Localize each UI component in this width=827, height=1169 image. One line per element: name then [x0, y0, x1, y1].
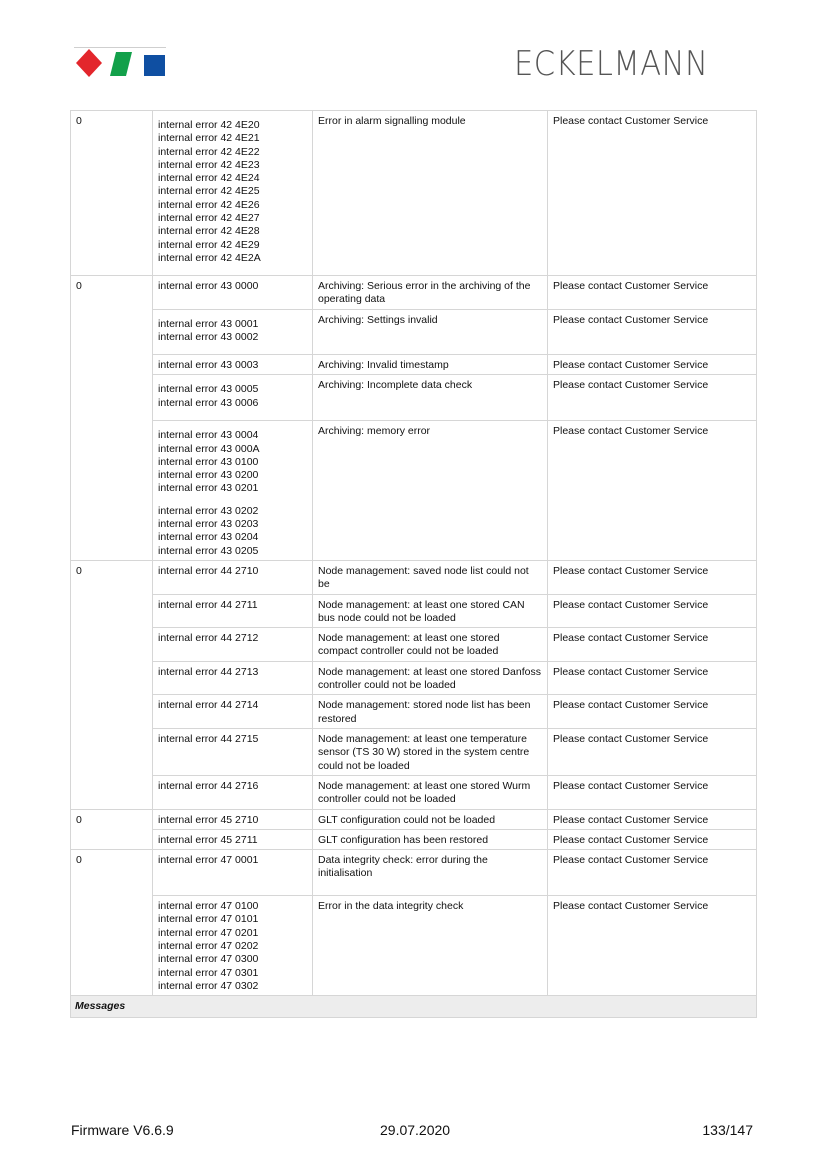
error-code: 0 [71, 809, 153, 850]
error-description: Archiving: Invalid timestamp [313, 355, 548, 375]
error-description: GLT configuration has been restored [313, 829, 548, 849]
error-id: internal error 44 2713 [153, 661, 313, 695]
error-id: internal error 42 4E21 [158, 132, 260, 145]
error-action: Please contact Customer Service [548, 560, 757, 594]
error-action: Please contact Customer Service [548, 111, 757, 276]
error-action: Please contact Customer Service [548, 829, 757, 849]
error-description: Archiving: Settings invalid [313, 310, 548, 355]
error-id: internal error 43 0200 [158, 469, 259, 482]
table-row [71, 594, 757, 628]
error-id: internal error 45 2711 [153, 829, 313, 849]
error-id: internal error 42 4E29 [158, 238, 260, 251]
error-list [153, 375, 313, 421]
error-id: internal error 44 2711 [153, 594, 313, 628]
error-id: internal error 44 2716 [153, 775, 313, 809]
error-id: internal error 42 4E24 [158, 172, 260, 185]
error-description: Node management: at least one stored compact controller could not be loaded [313, 628, 548, 662]
error-id: internal error 47 0001 [153, 850, 313, 896]
error-action: Please contact Customer Service [548, 276, 757, 310]
error-id: internal error 43 0205 [158, 544, 259, 557]
error-action: Please contact Customer Service [548, 421, 757, 561]
error-id: internal error 43 0201 [158, 482, 259, 495]
error-action: Please contact Customer Service [548, 896, 757, 996]
error-description: Archiving: memory error [313, 421, 548, 561]
error-table [70, 110, 757, 1018]
table-row [71, 355, 757, 375]
logo-blue-square [144, 55, 165, 76]
error-id: internal error 47 0300 [158, 953, 259, 966]
error-action: Please contact Customer Service [548, 850, 757, 896]
error-description: Node management: stored node list has been restored [313, 695, 548, 729]
table-row [71, 661, 757, 695]
error-action: Please contact Customer Service [548, 728, 757, 775]
error-id: internal error 43 0202 [158, 504, 259, 517]
error-action: Please contact Customer Service [548, 594, 757, 628]
error-description: Node management: at least one stored Danfoss controller could not be loaded [313, 661, 548, 695]
table-row [71, 896, 757, 996]
error-id: internal error 42 4E23 [158, 158, 260, 171]
error-id: internal error 43 0203 [158, 518, 259, 531]
error-description: Node management: saved node list could not be [313, 560, 548, 594]
error-id: internal error 43 0204 [158, 531, 259, 544]
section-label: Messages [71, 996, 757, 1017]
error-action: Please contact Customer Service [548, 628, 757, 662]
error-id: internal error 43 000A [158, 442, 260, 455]
error-id: internal error 42 4E28 [158, 225, 260, 238]
error-id: internal error 43 0005 [158, 383, 259, 396]
error-code: 0 [71, 276, 153, 561]
error-id: internal error 43 0100 [158, 455, 259, 468]
error-id: internal error 44 2710 [153, 560, 313, 594]
error-description: Error in alarm signalling module [313, 111, 548, 276]
error-description: Node management: at least one temperature sensor (TS 30 W) stored in the system centre could not be loaded [313, 728, 548, 775]
table-row [71, 728, 757, 775]
error-code: 0 [71, 850, 153, 996]
table-row [71, 775, 757, 809]
table-row [71, 850, 757, 896]
error-action: Please contact Customer Service [548, 809, 757, 829]
error-id: internal error 42 4E2A [158, 251, 261, 264]
error-id: internal error 47 0100 [158, 900, 259, 913]
error-id: internal error 43 0000 [153, 276, 313, 310]
table-row [71, 421, 757, 561]
error-list [153, 111, 313, 276]
table-row [71, 809, 757, 829]
logo-rule [74, 47, 166, 48]
error-id: internal error 45 2710 [153, 809, 313, 829]
error-id: internal error 47 0201 [158, 926, 259, 939]
error-id: internal error 47 0301 [158, 966, 259, 979]
error-id: internal error 44 2714 [153, 695, 313, 729]
error-id: internal error 44 2712 [153, 628, 313, 662]
error-id: internal error 43 0002 [158, 331, 259, 344]
error-description: Node management: at least one stored CAN bus node could not be loaded [313, 594, 548, 628]
error-description: Data integrity check: error during the initialisation [313, 850, 548, 896]
table-row [71, 111, 757, 276]
error-id: internal error 42 4E25 [158, 185, 260, 198]
error-description: GLT configuration could not be loaded [313, 809, 548, 829]
footer-firmware: Firmware V6.6.9 [71, 1122, 174, 1138]
table-row [71, 695, 757, 729]
error-id: internal error 42 4E22 [158, 145, 260, 158]
error-action: Please contact Customer Service [548, 355, 757, 375]
error-list [153, 421, 313, 561]
table-row [71, 829, 757, 849]
error-code: 0 [71, 111, 153, 276]
error-id: internal error 47 0101 [158, 913, 259, 926]
section-row [71, 996, 757, 1017]
eckelmann-logo [74, 46, 166, 80]
error-id: internal error 42 4E26 [158, 198, 260, 211]
error-id: internal error 42 4E27 [158, 212, 260, 225]
logo-green-parallelogram [110, 52, 132, 76]
error-code: 0 [71, 560, 153, 809]
error-description: Node management: at least one stored Wurm controller could not be loaded [313, 775, 548, 809]
error-description: Archiving: Incomplete data check [313, 375, 548, 421]
error-description: Archiving: Serious error in the archiving of the operating data [313, 276, 548, 310]
table-row [71, 628, 757, 662]
table-row [71, 560, 757, 594]
error-id: internal error 42 4E20 [158, 119, 260, 131]
error-list [153, 310, 313, 355]
footer-page-number: 133/147 [702, 1122, 753, 1138]
error-list [153, 896, 313, 996]
error-action: Please contact Customer Service [548, 695, 757, 729]
error-id: internal error 43 0003 [153, 355, 313, 375]
footer-date: 29.07.2020 [380, 1122, 451, 1138]
error-action: Please contact Customer Service [548, 375, 757, 421]
table-row [71, 310, 757, 355]
error-action: Please contact Customer Service [548, 775, 757, 809]
logo-red-diamond [76, 49, 102, 77]
table-row [71, 375, 757, 421]
error-description: Error in the data integrity check [313, 896, 548, 996]
error-action: Please contact Customer Service [548, 310, 757, 355]
error-id: internal error 43 0004 [158, 429, 259, 442]
table-row [71, 276, 757, 310]
error-id: internal error 44 2715 [153, 728, 313, 775]
brand-name: ECKELMANN [514, 44, 709, 84]
error-id: internal error 47 0302 [158, 979, 259, 992]
error-id: internal error 43 0001 [158, 318, 259, 330]
error-action: Please contact Customer Service [548, 661, 757, 695]
error-id: internal error 43 0006 [158, 396, 259, 409]
error-id: internal error 47 0202 [158, 940, 259, 953]
